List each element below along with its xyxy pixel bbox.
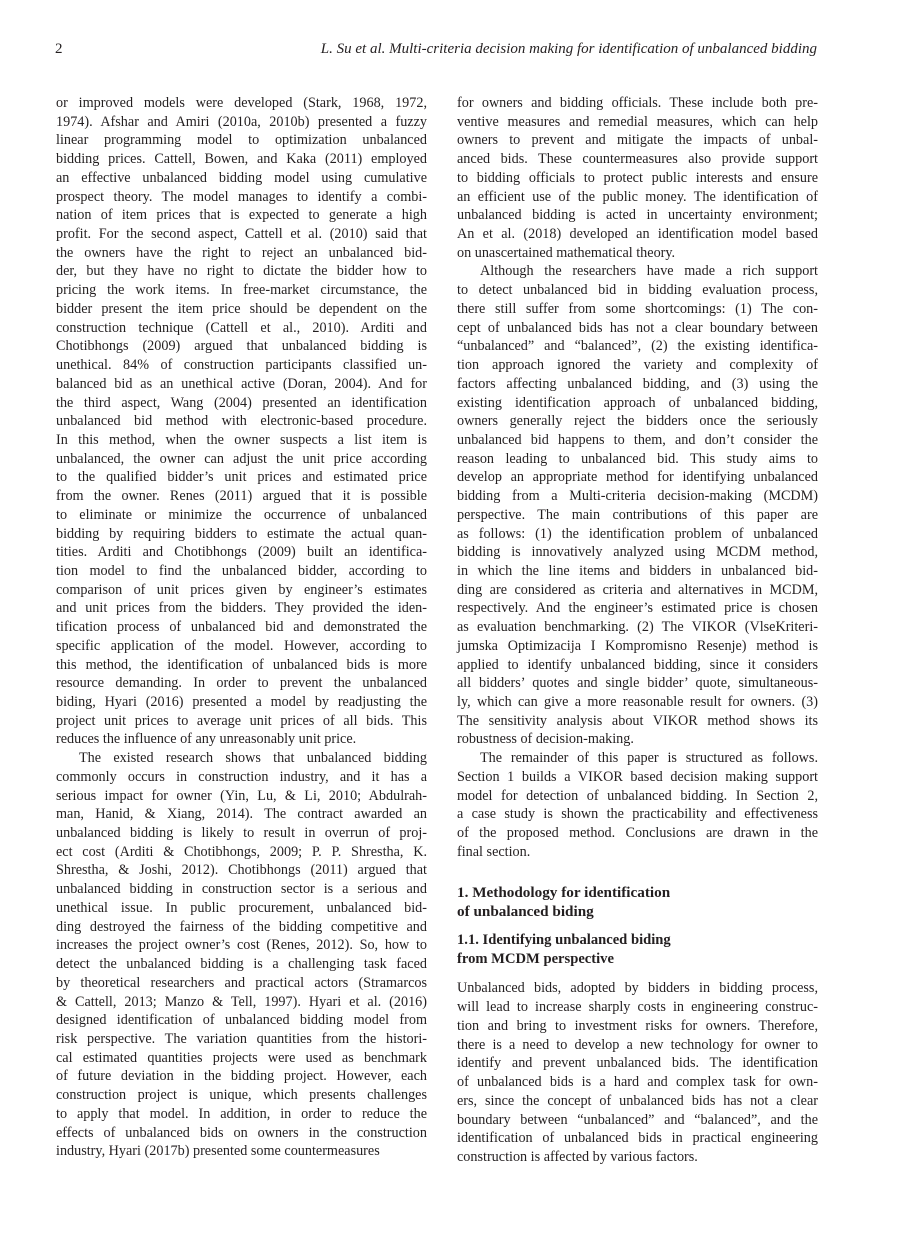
text-line: ding are considered as criteria and alternatives in MCDM,	[457, 581, 818, 598]
text-line: tion model to find the unbalanced bidder, according to	[56, 562, 427, 579]
text-line: detect the unbalanced bidding is a challenging task faced	[56, 956, 427, 973]
text-line: The remainder of this paper is structured as follows.	[480, 750, 818, 767]
left-column	[56, 94, 427, 1161]
text-line: bidding prices. Cattell, Bowen, and Kaka (2011) employed	[56, 151, 427, 168]
text-line: final section.	[457, 843, 531, 860]
paragraph	[457, 979, 818, 1166]
right-column	[457, 94, 818, 1167]
paragraph	[457, 94, 818, 262]
text-line: applied to identify unbalanced bidding, since it considers	[457, 656, 818, 673]
text-line: to detect unbalanced bid in bidding evaluation process,	[457, 282, 818, 299]
text-line: resource demanding. In order to prevent the unbalanced	[56, 675, 427, 692]
text-line: bidder present the item price should be dependent on the	[56, 300, 427, 317]
text-line: ventive measures and remedial measures, which can help	[457, 113, 818, 130]
text-line: there is a need to develop a new technology for owner to	[457, 1036, 818, 1053]
spacer	[457, 861, 818, 883]
text-line: risk perspective. The variation quantities from the histori-	[56, 1030, 427, 1047]
text-line: owners generally reject the bidders once the seriously	[457, 413, 818, 430]
text-line: the owners have the right to reject an unbalanced bid-	[56, 244, 427, 261]
text-line: of the proposed method. Conclusions are drawn in the	[457, 825, 818, 842]
text-line: of future deviation in the bidding project. However, each	[56, 1068, 427, 1085]
text-line: nation of item prices that is expected to generate a high	[56, 207, 427, 224]
section-heading	[457, 883, 818, 921]
text-line: develop an appropriate method for identifying unbalanced	[457, 469, 818, 486]
text-line: construction technique (Cattell et al., 2010). Arditi and	[56, 319, 427, 336]
text-line: An et al. (2018) developed an identification model based	[457, 226, 818, 243]
text-line: tification process of unbalanced bid and demonstrated the	[56, 619, 427, 636]
text-line: jumska Optimizacija I Kompromisno Resenje) method is	[457, 637, 818, 654]
text-line: increases the project owner’s cost (Renes, 2012). So, how to	[56, 937, 427, 954]
text-line: identify and prevent unbalanced bids. The identification	[457, 1055, 818, 1072]
text-line: this method, the identification of unbalanced bids is more	[56, 656, 427, 673]
text-line: of unbalanced bids is a hard and complex task for own-	[457, 1074, 818, 1091]
text-line: to the qualified bidder’s unit prices and estimated price	[56, 469, 427, 486]
text-line: commonly occurs in construction industry, and it has a	[56, 768, 427, 785]
text-line: a case study is shown the practicability and effectiveness	[457, 806, 818, 823]
text-line: on unascertained mathematical theory.	[457, 244, 676, 261]
spacer	[457, 921, 818, 931]
text-line: to bidding officials to protect public interests and ensure	[457, 169, 818, 186]
text-line: identification of unbalanced bids in practical engineering	[457, 1130, 818, 1147]
text-line: the third aspect, Wang (2004) presented an identification	[56, 394, 427, 411]
text-line: existing identification approach of unbalanced bidding,	[457, 394, 818, 411]
text-line: to apply that model. In addition, in order to reduce the	[56, 1105, 427, 1122]
text-line: boundary between “unbalanced” and “balanced”, and the	[457, 1111, 818, 1128]
text-line: pricing the work items. In free-market circumstance, the	[56, 282, 427, 299]
paragraph	[457, 262, 818, 749]
text-line: all bidders’ quotes and single bidder’ quote, simultaneous-	[457, 675, 818, 692]
text-line: tion approach ignored the variety and complexity of	[457, 357, 818, 374]
heading-line: from MCDM perspective	[457, 951, 614, 968]
text-line: unbalanced bidding is likely to result in overrun of proj-	[56, 825, 427, 842]
text-line: as evaluation benchmarking. (2) The VIKOR (VlseKriteri-	[457, 619, 818, 636]
text-line: ding destroyed the fairness of the bidding competitive and	[56, 918, 427, 935]
text-line: biding, Hyari (2016) presented a model by readjusting the	[56, 694, 427, 710]
text-line: “unbalanced” and “balanced”, (2) the existing identifica-	[457, 338, 818, 355]
text-line: ers, since the concept of unbalanced bids has not a clear	[457, 1092, 818, 1109]
paragraph	[457, 749, 818, 861]
text-line: for owners and bidding officials. These include both pre-	[457, 95, 818, 111]
text-line: reason leading to unbalanced bid. This study aims to	[457, 450, 818, 467]
text-line: linear programming model to optimization unbalanced	[56, 132, 427, 149]
text-line: unethical. 84% of construction participants classified un-	[56, 357, 427, 374]
text-line: Unbalanced bids, adopted by bidders in bidding process,	[457, 980, 818, 997]
text-line: from the owner. Renes (2011) argued that it is possible	[56, 488, 427, 505]
text-line: specific application of the model. However, according to	[56, 637, 427, 654]
text-line: The sensitivity analysis about VIKOR method shows its	[457, 712, 818, 729]
text-line: bidding is innovatively analyzed using MCDM method,	[457, 544, 818, 561]
paragraph	[56, 94, 427, 749]
text-line: unbalanced bidding is acted in uncertainty environment;	[457, 207, 818, 224]
text-line: effects of unbalanced bids on owners in the construction	[56, 1124, 427, 1141]
text-line: designed identification of unbalanced bidding model from	[56, 1012, 427, 1029]
running-head: L. Su et al. Multi-criteria decision making for identification of unbalanced bidding	[320, 41, 817, 57]
text-line: bidding by requiring bidders to estimate the actual quan-	[56, 525, 427, 542]
text-line: project unit prices to average unit prices of all bids. This	[56, 712, 427, 729]
text-line: or improved models were developed (Stark, 1968, 1972,	[56, 95, 427, 111]
text-line: unbalanced, the owner can adjust the unit price according	[56, 450, 427, 467]
text-line: in which the line items and bidders in unbalanced bid-	[457, 562, 818, 579]
text-line: by theoretical researchers and practical actors (Stramarcos	[56, 974, 427, 991]
text-line: tities. Arditi and Chotibhongs (2009) built an identifica-	[56, 544, 427, 561]
text-line: Section 1 builds a VIKOR based decision making support	[457, 768, 818, 785]
text-line: Chotibhongs (2009) argued that unbalanced bidding is	[56, 338, 427, 355]
text-line: Shrestha, & Joshi, 2012). Chotibhongs (2011) argued that	[56, 862, 427, 879]
text-line: unbalanced bidding in construction sector is a serious and	[56, 881, 427, 898]
text-line: cept of unbalanced bids has not a clear boundary between	[457, 319, 818, 336]
spacer	[457, 969, 818, 979]
text-line: serious impact for owner (Yin, Lu, & Li, 2010; Abdulrah-	[56, 787, 427, 804]
text-line: an efficient use of the public money. The identification of	[457, 188, 818, 205]
text-line: prospect theory. The model manages to identify a combi-	[56, 188, 427, 205]
text-line: an effective unbalanced bidding model using cumulative	[56, 169, 427, 186]
text-line: and unit prices from the bidders. They provided the iden-	[56, 600, 427, 617]
subsection-heading	[457, 931, 818, 969]
text-line: industry, Hyari (2017b) presented some countermeasures	[56, 1143, 380, 1160]
text-line: perspective. The main contributions of this paper are	[457, 506, 818, 523]
text-line: as follows: (1) the identification problem of unbalanced	[457, 525, 818, 542]
text-line: tion and bring to investment risks for owners. Therefore,	[457, 1017, 818, 1034]
text-line: ect cost (Arditi & Chotibhongs, 2009; P. P. Shrestha, K.	[56, 843, 427, 860]
text-line: unbalanced bid method with electronic-based procedure.	[56, 413, 427, 430]
page-number: 2	[55, 41, 63, 57]
paragraph	[56, 749, 427, 1161]
text-line: there still suffer from some shortcomings: (1) The con-	[457, 300, 818, 317]
text-line: man, Hanid, & Xiang, 2014). The contract awarded an	[56, 806, 427, 823]
text-line: ly, which can give a more reasonable result for owners. (3)	[457, 694, 818, 710]
text-line: cal estimated quantities projects were used as benchmark	[56, 1049, 427, 1066]
text-line: will lead to increase sharply costs in engineering construc-	[457, 999, 818, 1016]
text-line: respectively. And the engineer’s estimated price is chosen	[457, 600, 818, 617]
text-line: to eliminate or minimize the occurrence of unbalanced	[56, 506, 427, 523]
text-line: profit. For the second aspect, Cattell et al. (2010) said that	[56, 226, 427, 243]
text-line: der, but they have no right to dictate the bidder how to	[56, 263, 427, 280]
text-line: balanced bid as an unethical active (Doran, 2004). And for	[56, 375, 427, 392]
text-line: Although the researchers have made a rich support	[480, 263, 818, 280]
heading-line: 1.1. Identifying unbalanced biding	[457, 932, 671, 949]
text-line: factors affecting unbalanced bidding, and (3) using the	[457, 375, 818, 392]
text-line: 1974). Afshar and Amiri (2010a, 2010b) presented a fuzzy	[56, 113, 427, 130]
text-line: bidding from a Multi-criteria decision-making (MCDM)	[457, 488, 818, 505]
heading-line: 1. Methodology for identification	[457, 884, 671, 902]
text-line: construction project is unique, which presents challenges	[56, 1087, 427, 1104]
text-line: & Cattell, 2013; Manzo & Tell, 1997). Hyari et al. (2016)	[56, 993, 427, 1010]
text-line: unethical issue. In public procurement, unbalanced bid-	[56, 899, 427, 916]
heading-line: of unbalanced biding	[457, 903, 594, 921]
text-line: In this method, when the owner suspects a list item is	[56, 431, 427, 448]
text-line: owners to prevent and mitigate the impacts of unbal-	[457, 132, 818, 149]
text-line: The existed research shows that unbalanced bidding	[79, 750, 427, 767]
text-line: construction is affected by various factors.	[457, 1148, 698, 1165]
text-line: unbalanced bid happens to them, and don’t consider the	[457, 431, 818, 448]
text-line: comparison of unit prices given by engineer’s estimates	[56, 581, 427, 598]
text-line: reduces the influence of any unreasonably unit price.	[56, 731, 357, 748]
text-line: robustness of decision-making.	[457, 731, 634, 748]
text-line: model for detection of unbalanced bidding. In Section 2,	[457, 787, 818, 804]
text-line: anced bids. These countermeasures also provide support	[457, 151, 818, 168]
